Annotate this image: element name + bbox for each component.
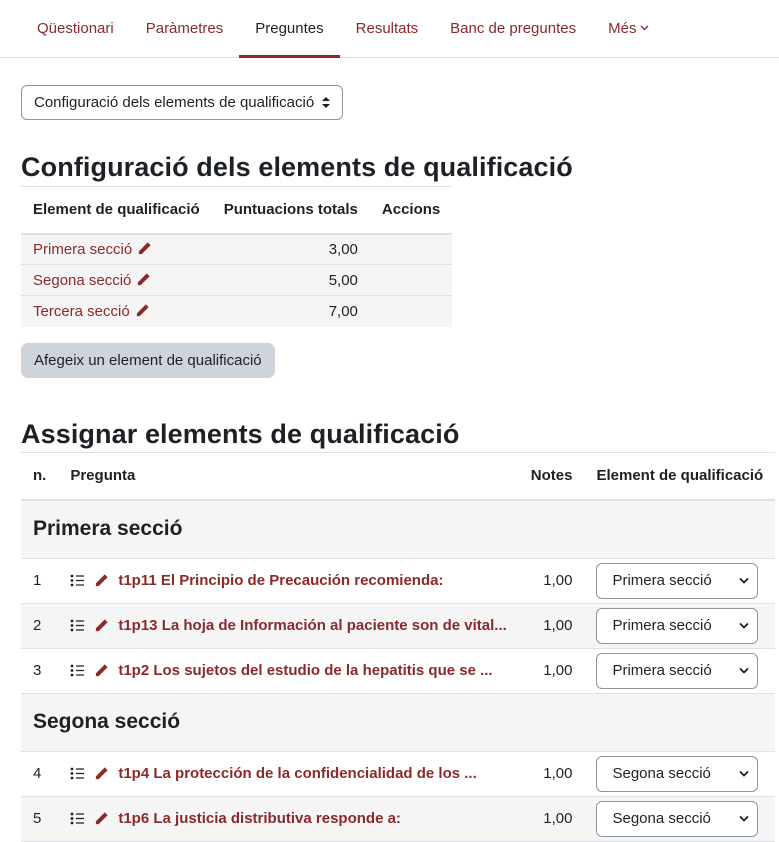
tab-parametres[interactable]: Paràmetres	[145, 20, 224, 37]
grade-item-name[interactable]: Segona secció	[33, 271, 132, 289]
table-row	[21, 296, 452, 327]
tab-mes[interactable]	[592, 0, 665, 57]
pencil-edit-icon[interactable]	[136, 272, 151, 287]
assign-heading: Assignar elements de qualificació	[21, 418, 460, 449]
section-heading: Primera secció	[21, 500, 775, 558]
add-grade-item-button[interactable]: Afegeix un element de qualificació	[21, 343, 275, 378]
grade-item-select[interactable]	[596, 756, 758, 792]
chevron-down-icon	[739, 622, 749, 629]
pencil-edit-icon[interactable]	[94, 811, 109, 826]
question-link[interactable]: t1p13 La hoja de Información al paciente son de vital...	[118, 617, 507, 634]
question-mark: 1,00	[519, 751, 585, 796]
col-number: n.	[21, 452, 58, 500]
grade-item-total: 5,00	[212, 265, 370, 296]
tab-banc-de-preguntes[interactable]: Banc de preguntes	[450, 20, 577, 37]
grade-item-actions	[370, 265, 452, 296]
section-heading-row	[21, 500, 775, 558]
col-marks: Notes	[519, 452, 585, 500]
grade-item-actions	[370, 296, 452, 327]
section-heading-row	[21, 693, 775, 751]
section-heading: Segona secció	[21, 693, 775, 751]
chevron-down-icon	[739, 770, 749, 777]
grade-item-name[interactable]: Tercera secció	[33, 302, 130, 320]
question-type-multichoice-icon	[70, 574, 85, 587]
question-type-multichoice-icon	[70, 619, 85, 632]
question-link[interactable]: t1p11 El Principio de Precaución recomienda:	[118, 572, 444, 589]
chevron-down-icon	[739, 815, 749, 822]
grade-item-select[interactable]	[596, 801, 758, 837]
pencil-edit-icon[interactable]	[94, 663, 109, 678]
pencil-edit-icon[interactable]	[137, 241, 152, 256]
section-jump-select-value: Configuració dels elements de qualificació	[34, 94, 315, 111]
question-link[interactable]: t1p4 La protección de la confidencialidad de los ...	[118, 765, 477, 782]
tab-preguntes[interactable]: Preguntes	[239, 0, 339, 57]
tab-resultats[interactable]: Resultats	[355, 20, 419, 37]
pencil-edit-icon[interactable]	[94, 618, 109, 633]
grade-item-select[interactable]	[596, 608, 758, 644]
pencil-edit-icon[interactable]	[94, 573, 109, 588]
question-number: 3	[21, 648, 58, 693]
question-mark: 1,00	[519, 796, 585, 841]
question-mark: 1,00	[519, 648, 585, 693]
grade-item-select-value: Primera secció	[612, 617, 712, 634]
grade-item-total: 7,00	[212, 296, 370, 327]
tab-mes-label: Més	[608, 20, 637, 37]
table-row	[21, 234, 452, 265]
question-link[interactable]: t1p6 La justicia distributiva responde a:	[118, 810, 401, 827]
col-actions: Accions	[370, 187, 452, 234]
question-link[interactable]: t1p2 Los sujetos del estudio de la hepatitis que se ...	[118, 662, 493, 679]
tab-questionari[interactable]: Qüestionari	[37, 20, 114, 37]
col-element: Element de qualificació	[21, 187, 212, 234]
table-row	[21, 751, 775, 796]
pencil-edit-icon[interactable]	[135, 303, 150, 318]
question-mark: 1,00	[519, 603, 585, 648]
table-row	[21, 648, 775, 693]
secondary-navigation	[0, 0, 779, 58]
grade-item-name[interactable]: Primera secció	[33, 240, 133, 258]
config-heading: Configuració dels elements de qualificació	[21, 152, 573, 182]
assign-grade-items-table	[21, 452, 775, 842]
grade-item-select-value: Segona secció	[612, 810, 711, 827]
question-number: 1	[21, 558, 58, 603]
question-number: 4	[21, 751, 58, 796]
question-number: 5	[21, 796, 58, 841]
col-grade-item: Element de qualificació	[584, 452, 775, 500]
grade-item-actions	[370, 234, 452, 265]
grade-item-select-value: Primera secció	[612, 662, 712, 679]
grade-item-select[interactable]	[596, 653, 758, 689]
chevron-down-icon	[739, 577, 749, 584]
question-mark: 1,00	[519, 558, 585, 603]
question-number: 2	[21, 603, 58, 648]
table-row	[21, 265, 452, 296]
chevron-down-icon	[640, 25, 649, 31]
grade-item-select-value: Segona secció	[612, 765, 711, 782]
col-totals: Puntuacions totals	[212, 187, 370, 234]
grade-item-select[interactable]	[596, 563, 758, 599]
grade-item-total: 3,00	[212, 234, 370, 265]
col-question: Pregunta	[58, 452, 518, 500]
table-row	[21, 603, 775, 648]
sort-updown-icon	[322, 97, 330, 108]
chevron-down-icon	[739, 667, 749, 674]
question-type-multichoice-icon	[70, 664, 85, 677]
question-type-multichoice-icon	[70, 767, 85, 780]
pencil-edit-icon[interactable]	[94, 766, 109, 781]
question-type-multichoice-icon	[70, 812, 85, 825]
table-row	[21, 796, 775, 841]
section-jump-select[interactable]	[21, 85, 343, 120]
grade-item-select-value: Primera secció	[612, 572, 712, 589]
table-row	[21, 558, 775, 603]
grade-items-table	[21, 186, 452, 327]
